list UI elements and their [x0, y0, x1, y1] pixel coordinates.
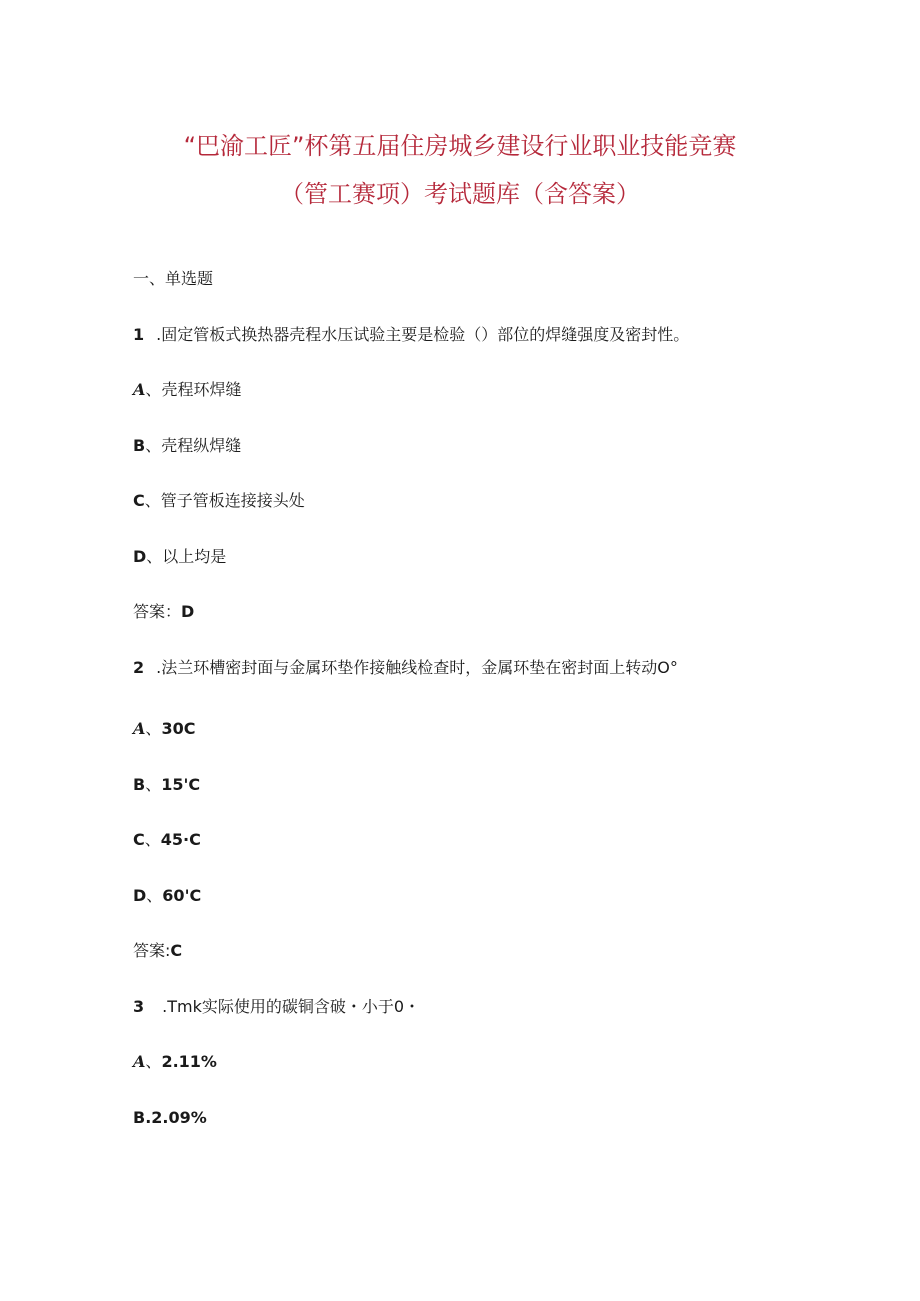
option-letter: C [133, 830, 145, 849]
section-heading: 一、单选题 [133, 269, 214, 288]
answer-value: D [181, 602, 195, 621]
question-1-option-a [133, 379, 241, 401]
document-title-line-2: （管工赛项）考试题库（含答案） [280, 180, 640, 208]
answer-value: C [170, 941, 183, 960]
question-number: 2 [133, 658, 145, 677]
question-number: 1 [133, 325, 145, 344]
option-separator: 、 [146, 886, 163, 905]
option-letter: A [133, 719, 146, 738]
question-1-stem-row [133, 324, 689, 346]
option-text: 30C [161, 719, 196, 738]
option-text: 2.09% [151, 1108, 207, 1127]
option-letter: B [133, 1108, 146, 1127]
option-text: 管子管板连接接头处 [160, 491, 305, 510]
option-letter: A [133, 1052, 146, 1071]
question-stem: .固定管板式换热器壳程水压试验主要是检验（）部位的焊缝强度及密封性。 [156, 325, 690, 344]
question-stem: .Tmk实际使用的碳铜含破・小于0・ [162, 997, 421, 1016]
option-separator: 、 [144, 830, 161, 849]
option-text: 以上均是 [162, 547, 227, 566]
option-text: 15'C [161, 775, 201, 794]
answer-label: 答案： [133, 602, 182, 621]
option-separator: 、 [145, 719, 162, 738]
option-text: 60'C [162, 886, 202, 905]
question-1-option-b [133, 435, 241, 457]
option-separator: 、 [145, 1052, 162, 1071]
option-letter: C [133, 491, 145, 510]
option-separator: 、 [146, 547, 163, 566]
option-letter: D [133, 886, 147, 905]
option-text: 壳程纵焊缝 [161, 436, 242, 455]
question-3-option-b [133, 1107, 207, 1129]
option-text: 45∙C [160, 830, 201, 849]
question-2-option-b [133, 774, 200, 796]
question-2-stem-row [133, 657, 678, 679]
question-3-stem-row [133, 996, 420, 1018]
option-separator: 、 [145, 775, 162, 794]
option-separator: 、 [144, 491, 161, 510]
option-text: 2.11% [161, 1052, 217, 1071]
question-2-option-c [133, 829, 201, 851]
question-2-option-d [133, 885, 201, 907]
question-2-answer [133, 940, 182, 962]
option-letter: A [133, 380, 146, 399]
option-letter: B [133, 436, 146, 455]
option-text: 壳程环焊缝 [161, 380, 242, 399]
option-letter: D [133, 547, 147, 566]
option-separator: 、 [145, 380, 162, 399]
question-2-option-a [133, 718, 195, 740]
option-letter: B [133, 775, 146, 794]
document-title-line-1: “巴渝工匠”杯第五届住房城乡建设行业职业技能竞赛 [183, 132, 737, 160]
question-1-option-d [133, 546, 226, 568]
question-stem: .法兰环槽密封面与金属环垫作接触线检查时，金属环垫在密封面上转动O° [156, 658, 678, 677]
question-3-option-a [133, 1051, 217, 1073]
question-1-answer [133, 601, 194, 623]
answer-label: 答案: [133, 941, 171, 960]
question-1-option-c [133, 490, 305, 512]
question-number: 3 [133, 997, 145, 1016]
option-separator: . [145, 1108, 152, 1127]
option-separator: 、 [145, 436, 162, 455]
